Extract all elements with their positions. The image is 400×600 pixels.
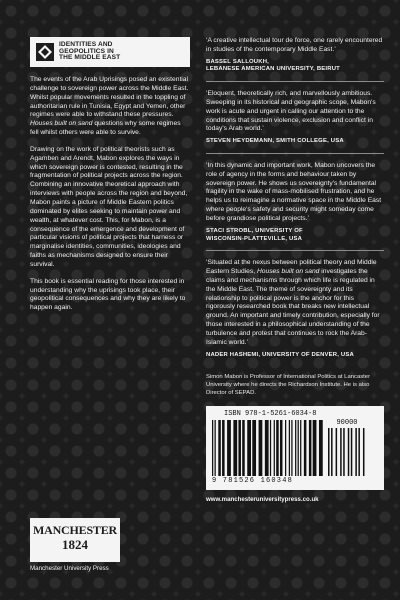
- barcode-bar: [218, 420, 221, 476]
- barcode-bar: [309, 420, 312, 476]
- barcode-bar: [212, 420, 213, 476]
- publisher-name: Manchester University Press: [30, 565, 109, 572]
- quote-author: STEVEN HEYDEMANN, SMITH COLLEGE, USA: [206, 138, 344, 145]
- quote-author: [206, 228, 384, 243]
- barcode-bar: [336, 428, 338, 476]
- barcode-bar: [259, 420, 263, 476]
- barcode-bar: [351, 428, 353, 476]
- barcode-bar: [242, 420, 245, 476]
- quote-author-line: BASSEL SALLOUKH,: [206, 58, 269, 65]
- isbn-text: ISBN 978-1-5261-6034-8: [224, 410, 317, 419]
- barcode-bar: [355, 428, 357, 476]
- barcode-bar: [276, 420, 279, 476]
- barcode-bar: [340, 428, 342, 476]
- blurb-paragraph-3: This book is essential reading for those interested in understanding why the uprisings took place, their geopolitical consequences and why they are likely to happen again.: [30, 277, 186, 312]
- quote-text: ‘In this dynamic and important work, Mabon uncovers the role of agency in the forms and behaviour taken by sovereign power. He shows us sovereignty's fundamental fragility in the wake of mass-mobilised frustration, and he helps us to reimagine a normative space in the Middle East where people's safety and security might someday come before grandiose political projects.’: [206, 161, 382, 222]
- price-addon: [328, 419, 366, 476]
- barcode-bar: [348, 428, 350, 476]
- price-code: 90000: [336, 419, 358, 428]
- endorsement-quote: [206, 37, 384, 82]
- barcode-bar: [319, 420, 323, 476]
- series-badge: [30, 37, 190, 67]
- publisher-logo-year: 1824: [62, 537, 88, 552]
- barcode-bar: [343, 428, 345, 476]
- series-title-line: IDENTITIES AND: [59, 40, 113, 48]
- barcode-bar: [291, 420, 292, 476]
- series-logo-icon: [36, 43, 54, 61]
- barcode-bar: [247, 420, 251, 476]
- quote-author-line: WISCONSIN-PLATTEVILLE, USA: [206, 235, 303, 242]
- quote-author: NADER HASHEMI, UNIVERSITY OF DENVER, USA: [206, 351, 354, 358]
- quote-text: [206, 259, 384, 347]
- blurb-text: The events of the Arab Uprisings posed an existential challenge to sovereign power across the Middle East. Whilst popular movements resulted in the toppling of authoritarian rule in Tunisia, Egypt and Yemen, other regimes were able to withstand these pressures.: [30, 76, 189, 119]
- quote-text: ‘A creative intellectual tour de force, one rarely encountered in studies of the contemporary Middle East.’: [206, 37, 383, 53]
- barcode-bar: [328, 428, 330, 476]
- publisher-logo-name: MANCHESTER: [32, 523, 117, 537]
- barcode-bar: [300, 420, 301, 476]
- barcode-bar: [298, 420, 299, 476]
- publisher-logo: [30, 518, 120, 562]
- barcode-bar: [265, 420, 269, 476]
- barcode-bar: [304, 420, 307, 476]
- barcode-bar: [270, 420, 271, 476]
- barcode-bar: [252, 420, 256, 476]
- book-title-italic: Houses built on sand: [30, 120, 93, 128]
- barcode-bar: [280, 420, 283, 476]
- blurb-paragraph-2: Drawing on the work of political theorists such as Agamben and Arendt, Mabon explores the ways in which sovereign power is contested, resulting in the fragmentation of political projects across the region. Combining an innovative theoretical approach with interviews with people across the region and beyond, Mabon paints a picture of Middle Eastern politics dominated by elites seeking to maintain power and wealth, at whatever cost. This, for Mabon, is a consequence of the emergence and development of particular visions of political projects that harness or marginalise identities, communities, ideologies and faiths as mechanisms designed to ensure their survival.: [30, 145, 188, 268]
- barcode-panel: [206, 406, 384, 490]
- barcode-bar: [215, 420, 216, 476]
- barcode-bar: [285, 420, 286, 476]
- barcode-bar: [233, 420, 237, 476]
- quote-text-part: investigates the claims and mechanisms through which life is regulated in the Middle East. The theme of sovereignty and its relationship to political power is the anchor for this rigorously researched book that breaks new intellectual ground. An important and timely contribution, especially for those interested in a philosophical understanding of the turbulence and protest that continues to rock the Arab-Islamic world.’: [206, 268, 380, 346]
- endorsement-quote: [206, 259, 384, 366]
- left-column: [30, 37, 190, 321]
- book-blurb: [30, 76, 190, 313]
- endorsement-quote: [206, 90, 384, 154]
- book-title-italic: Houses built on sand: [256, 268, 320, 276]
- barcode-bar: [222, 420, 225, 476]
- barcode-bar: [363, 428, 365, 476]
- barcode-bar: [289, 420, 290, 476]
- barcode-bar: [331, 428, 333, 476]
- barcode-bar: [295, 420, 296, 476]
- barcode-bar: [227, 420, 231, 476]
- publisher-block: [30, 518, 140, 572]
- quote-text: ‘Eloquent, theoretically rich, and marvellously ambitious. Sweeping in its historical and geographic scope, Mabon's work is acute and urgent in calling our attention to the conditions that sustain violence, exclusion and conflict in today's Arab world.’: [206, 90, 376, 133]
- series-title-line: THE MIDDLE EAST: [59, 54, 121, 62]
- quote-author: [206, 59, 384, 74]
- quote-author-line: LEBANESE AMERICAN UNIVERSITY, BEIRUT: [206, 66, 340, 73]
- right-column: [206, 37, 384, 503]
- series-title-line: GEOPOLITICS IN: [59, 47, 114, 55]
- barcode-bar: [274, 420, 275, 476]
- series-title: [59, 42, 120, 63]
- author-bio: Simon Mabon is Professor of International Politics at Lancaster University where he directs the Richardson Institute. He is also Director of SEPAD.: [206, 374, 371, 397]
- addon-barcode: [328, 428, 366, 476]
- blurb-text: questions why some regimes fell whilst others were able to survive.: [30, 120, 181, 137]
- quote-text-part: ‘Situated at the nexus between political theory and Middle Eastern Studies,: [206, 259, 377, 276]
- barcode-bar: [238, 420, 241, 476]
- ean-barcode: [212, 420, 324, 476]
- barcode-bar: [358, 428, 360, 476]
- ean-digits: 9 781526 160348: [212, 477, 294, 486]
- barcode-row: [212, 419, 378, 476]
- barcode-bar: [313, 420, 317, 476]
- quote-author-line: STACI STROBL, UNIVERSITY OF: [206, 227, 303, 234]
- blurb-paragraph-1: [30, 76, 190, 138]
- endorsement-quote: [206, 162, 384, 251]
- publisher-website: www.manchesteruniversitypress.co.uk: [206, 496, 319, 504]
